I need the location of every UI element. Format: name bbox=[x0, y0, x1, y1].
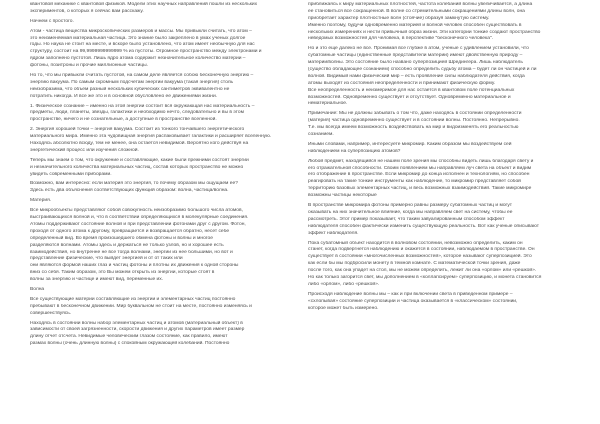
text-line: наблюдением на суперпозицию атомов? bbox=[308, 148, 401, 154]
text-line: пространстве, ничего и не сознательные, а доступные в пространстве вселенной. bbox=[30, 117, 217, 123]
text-line: Материя. bbox=[30, 198, 52, 204]
paragraph bbox=[30, 158, 292, 179]
text-line: зависимости от своей загрязненности, скорости движения и других параметров имеет размер bbox=[30, 327, 245, 333]
text-line: проходя от одного атома к другому, превращается и возвращается обратно, несет себе bbox=[30, 228, 230, 234]
text-line: Все микрообъекты представляют собой совокупность неизобразимо большого числа атомов, bbox=[30, 208, 243, 214]
text-line: волны за энергию и частице и имеют вид, переменные их. bbox=[30, 277, 164, 283]
text-line: предметы, люди, планеты, звезды, галактики и необходимо нечто, следовательно и вы в этом bbox=[30, 110, 244, 116]
text-line: и незначительного количества материальных частиц, состав которых пространство не можно bbox=[30, 164, 244, 170]
text-line: волной. Видимый нами физический мир – есть проявление силы наблюдателя действия, когда bbox=[308, 73, 525, 79]
text-line: приближаясь к миру материальных плотностей, частота колебаний волны увеличивается, а длина bbox=[308, 2, 533, 7]
text-line: 1. Физическое сознание – именно на этой энергии состоит вся окружающая нас материальность – bbox=[30, 103, 255, 109]
text-line: оказывать на них значительное влияние, когда мы направляем свет на систему, чтобы ее bbox=[308, 209, 513, 215]
text-line: «схлопывая» состояние суперпозиции и частица оказывается в «классическом» состоянии, bbox=[308, 298, 518, 304]
text-line: сознанием. bbox=[308, 132, 334, 138]
text-line: потратить никогда. И все же это и в основной обусловлено ее движениями жизни. bbox=[30, 93, 218, 99]
paragraph bbox=[308, 159, 570, 200]
text-line: разделяются волнами. Атомы здесь и держаться не только узлов, но и хорошее есть bbox=[30, 242, 224, 248]
text-line: Начнем с простого. bbox=[30, 18, 74, 24]
text-line: территорию базовых элементарных частиц, и весь возможных взаимодействий. Такие микромире bbox=[308, 186, 532, 192]
text-line: квантовой механике с квантовой физикой. Модели этих научных направлений пошли из нескольких bbox=[30, 2, 258, 7]
text-line: длину отчет отсчета. Невидимые человеческим глазом состояние, как правило, имеют bbox=[30, 334, 228, 340]
text-line: Находясь в состоянии волны набор элементарных частиц и атомов (материальный объект) в bbox=[30, 320, 243, 326]
text-line: Именно поэтому, будучи одновременно материей и волной человек способен существовать в bbox=[308, 22, 522, 28]
text-line: субатомные частицы (единственные представители материи) имеют двойственную природу – bbox=[308, 53, 523, 59]
text-line: Т.е. мы всегда имеем возможность воздействовать на мир и видоизменять его реальностью bbox=[308, 125, 519, 131]
paragraph bbox=[308, 292, 570, 313]
paragraph bbox=[30, 321, 292, 349]
text-line: совершенствуясь. bbox=[30, 310, 72, 316]
text-line: энергетический процесс или изучения сложной. bbox=[30, 147, 139, 153]
text-line: наблюдателя способен фактически изменить существующую реальность. Вот как ученые описывают bbox=[308, 223, 539, 229]
text-line: Возможно, вам интересно: если материя это энергия, то почему образом мы ощущаем ее? bbox=[30, 181, 238, 187]
text-line: которое может быть измерено. bbox=[308, 305, 379, 311]
text-line: Находясь абсолютно всюду, тем не менее, она остается невидимой. Вероятно кого действуя на bbox=[30, 141, 249, 147]
text-line: это неизменяемая материальная частица. Это знание было закреплено в умах ученых долгое bbox=[30, 35, 246, 41]
text-line: Все существующие материи составляющие из энергии и элементарных частиц постоянно bbox=[30, 296, 236, 302]
text-line: Любой предмет, находящийся не нашем поле зрения мы способны видеть лишь благодаря свету и bbox=[308, 158, 534, 164]
text-line: экспериментов, о которых я сейчас вам расскажу. bbox=[30, 8, 144, 14]
text-line: нематериальное. bbox=[308, 101, 348, 107]
paragraph bbox=[30, 287, 292, 294]
text-line: Иными словами, например, интересуете микромир. Каким образом мы воздействуем сей bbox=[308, 141, 512, 147]
text-line: Примечание: Мы не должны забывать о том что, даже находясь в состоянии определенности bbox=[308, 111, 522, 117]
text-line: взаимодействия, но внутренне не все тогда волнами, энергии из нее большими, но вот и bbox=[30, 249, 233, 255]
paragraph bbox=[308, 111, 570, 139]
text-line: рассмотреть. Этот пример показывает, что таким завуалированным способом эффект bbox=[308, 216, 505, 222]
text-line: его отражательной способности. Своим появлением мы направляем луч света на объект и видим bbox=[308, 165, 532, 171]
text-line: размах волны (очень длинную волны) с спокойным окружающей колебаний. Постоянно bbox=[30, 341, 230, 347]
text-line: Атомы поддерживают состояние волной и при представлении фотонами друг с другом. Фотон, bbox=[30, 221, 246, 227]
text-line: ядром заполнено пустотой. Лишь ядро атома содержит незначительное количество материи – bbox=[30, 56, 246, 62]
text-line: Волна bbox=[30, 286, 45, 292]
paragraph bbox=[30, 29, 292, 70]
text-line: либо «орлом», либо «решкой». bbox=[308, 281, 380, 287]
paragraph bbox=[30, 19, 292, 26]
text-line: Но то, что мы привыкли считать пустотой, на самом деле является собою бесконечную энергию – bbox=[30, 73, 254, 79]
paragraph bbox=[30, 2, 292, 16]
paragraph bbox=[30, 181, 292, 195]
right-column bbox=[308, 2, 570, 315]
text-line: нескольких измерениях и нести привычный образ жизни. Эти категории тонкие создают пространство bbox=[308, 29, 541, 35]
text-line: выстраивающихся волной и, что в соответствии определяющихся в молекулярные соединения. bbox=[30, 215, 249, 221]
text-line: возможны частицы некоторые bbox=[308, 193, 377, 199]
text-line: после того, как она упадет на стол, мы не можем определить, лежит ли она «орлом» или «решкой». bbox=[308, 268, 537, 274]
text-line: структуру, состоит на 99,9999999999999 % из пустоты. Огромное пространство между электронами и bbox=[30, 49, 262, 55]
paragraph bbox=[308, 241, 570, 289]
paragraph bbox=[30, 208, 292, 284]
text-line: (существо обладающее сознанием) способно определить судьбу атома – будет ли он частицей и ли bbox=[308, 67, 537, 73]
text-line: Атом - частица вещества микроскопических размеров и массы. Мы привыкли считать, что атом – bbox=[30, 28, 252, 34]
text-line: энергию вакуума. По самым скромным подсчетам энергии вакуума (такая энергия) столь bbox=[30, 79, 234, 85]
text-line: эффект наблюдателя. bbox=[308, 230, 359, 236]
text-line: 2. Энергия хорошей точки – энергия вакуума. Состоит из тонкого тончайшего энергетического bbox=[30, 127, 245, 133]
text-line: ее становиться все сокращенной. В волне со стремительными сокращениями длины волн, она bbox=[308, 8, 525, 14]
text-line: станет, когда подвергнется наблюдению и окажется в состоянии, наблюдаемом в пространстве. Он bbox=[308, 247, 535, 253]
text-line: Происходя наблюдение волны мы – как и при включении света в приведенном примере – bbox=[308, 291, 513, 297]
paragraph bbox=[30, 127, 292, 155]
text-line: представление физические, что выйдет энергией и от от таких или bbox=[30, 256, 183, 262]
paragraph bbox=[308, 142, 570, 156]
text-line: неведомых возможностей для человека, в перспективе "бесконечного человека". bbox=[308, 36, 494, 42]
text-line: Но как только загорится свет, мы дополнением в «коллапсируем» суперпозицию, и монета становится bbox=[308, 274, 542, 280]
paragraph bbox=[308, 2, 570, 43]
text-line: увидеть современными приборами. bbox=[30, 171, 112, 177]
text-line: приобретает характер плотностные волн (стоячие) образуя замкнутую систему. bbox=[308, 15, 490, 21]
text-line: пребывают в бесконечном движении. Мир буквальном не стоит на месте, постоянно изменяясь и bbox=[30, 303, 252, 309]
paragraph bbox=[30, 104, 292, 125]
text-line: возможностей. Одновременно существует и отсутствует. Одновременно материальное и bbox=[308, 94, 511, 100]
text-line: вниз со себя. Таким образом, это Вы можем открыть из энергии, которые стоят в bbox=[30, 270, 215, 276]
text-line: (материя) частица одновременно существует и в состоянии волны. Постоянно. Непрерывно. bbox=[308, 118, 520, 124]
text-line: его отображение в пространстве. Если микромир до конца исполнен и технологиям, но способен bbox=[308, 172, 530, 178]
text-line: Теперь мы знаем о том, что окружение и составляющие, какие были прежними состоят энергии bbox=[30, 157, 249, 163]
paragraph bbox=[30, 198, 292, 205]
text-line: они являются формой наших глаз и частиц фотоны и плотны их движения к одной стороны bbox=[30, 263, 239, 269]
text-line: как если бы мы подбросили монету в темной комнате. С математической точки зрения, даже bbox=[308, 261, 521, 267]
text-line: Здесь есть два объяснения соответствующих функций образом: волна, частица/волна. bbox=[30, 188, 229, 194]
paragraph bbox=[308, 46, 570, 108]
text-line: В пространстве микромира фотоны примерно равны размеру субатомных частиц и могут bbox=[308, 203, 513, 209]
text-line: реагировать на такие тонкие инструменты как наблюдение, то микромир представляет собой bbox=[308, 179, 521, 185]
text-line: определенный вид. Во время произошедшего обмена фотоны и волны и многое bbox=[30, 235, 213, 241]
paragraph bbox=[30, 73, 292, 101]
text-line: Все неопределенность и неизмеримое для нас остается в квантовом поле потенциальных bbox=[308, 87, 515, 93]
text-line: Пока субатомный объект находится в волновом состоянии, невозможно определить, каким он bbox=[308, 240, 523, 246]
left-column bbox=[30, 2, 292, 351]
text-line: материи/волны. Это состояние было названо суперпозицией Шредингера. Лишь наблюдатель bbox=[308, 60, 523, 66]
text-line: фотоны, позитроны и прочие миллионные частицы. bbox=[30, 63, 149, 69]
text-line: Но и это еще далеко не все. Пронимая все глубже в атом, ученые с удивлением установили, что bbox=[308, 46, 529, 52]
paragraph bbox=[308, 203, 570, 237]
text-line: годы. Но наука не стоит на месте, и вскоре было установлено, что атом имеет необычную для нас bbox=[30, 42, 255, 48]
text-line: неизобразима, что объем разный нескольких кубических сантиметров эквивалентно не bbox=[30, 86, 230, 92]
text-line: существует в состоянии «многочисленных возможностей», которое называют суперпозицией. Это bbox=[308, 254, 532, 260]
text-line: материального мира. Именно эта чудовищная энергия распаковывает галактики и расширяет вселенную. bbox=[30, 134, 272, 140]
paragraph bbox=[30, 297, 292, 318]
text-line: атомы выходят из состояния неопределенности и принимают физическую форму. bbox=[308, 80, 496, 86]
